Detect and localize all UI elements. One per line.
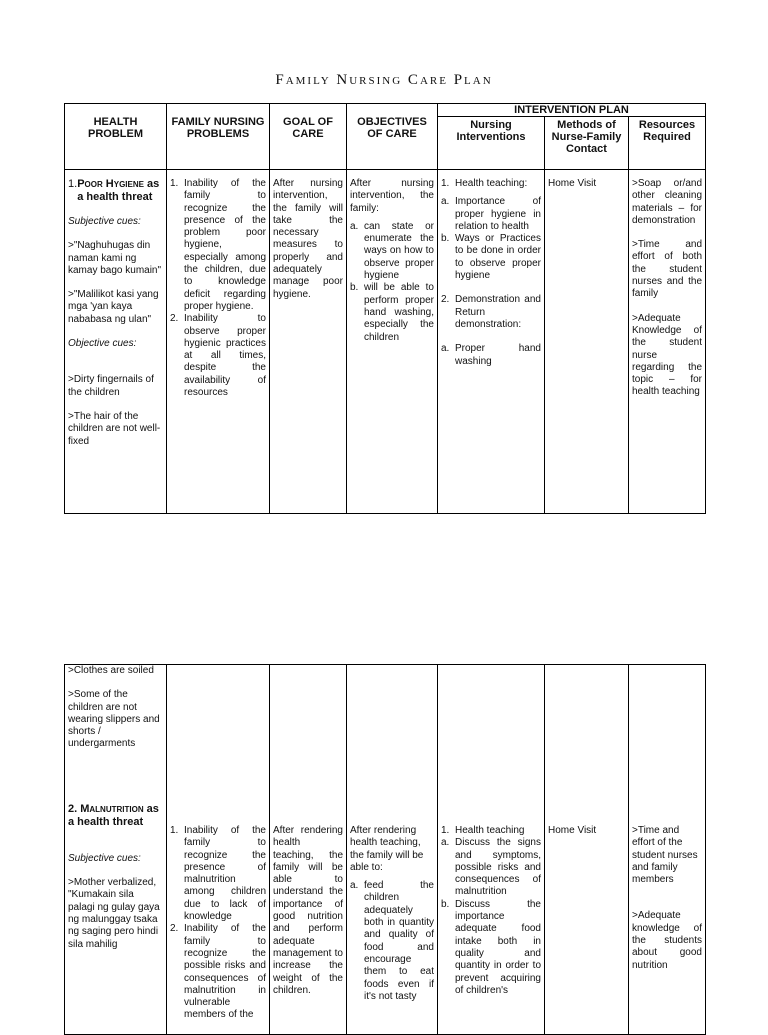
header-goal-of-care: GOAL OF CARE <box>270 104 347 170</box>
list-item: 2. Inability of the family to recognize the possible risks and consequences of malnutrition in vulnerable members of the <box>170 923 266 1021</box>
list-item: a. Importance of proper hygiene in relation to health <box>441 196 541 232</box>
objective-cue: >Dirty fingernails of the children <box>68 374 154 398</box>
objectives-intro: After rendering health teaching, the family will be able to: <box>350 825 424 873</box>
header-health-problem: HEALTH PROBLEM <box>65 104 167 170</box>
subjective-cues-label: Subjective cues: <box>68 216 141 227</box>
objectives-cell <box>347 170 438 514</box>
problem-title-rest: as a health threat <box>68 802 159 828</box>
header-family-nursing-problems: FAMILY NURSING PROBLEMS <box>167 104 270 170</box>
problem-title: 2. Malnutrition <box>68 802 144 815</box>
care-plan-table-continued <box>64 664 706 1035</box>
subjective-cue: >"Naghuhugas din naman kami ng kamay bago kumain" <box>68 240 162 276</box>
problem-title: Poor Hygiene <box>77 178 144 190</box>
health-problem-cell <box>65 170 167 514</box>
list-item: b. Discuss the importance adequate food intake both in quality and quantity in order to prevent acquiring of children's <box>441 898 541 996</box>
problem-number: 1. <box>68 178 78 190</box>
subjective-cues-label: Subjective cues: <box>68 852 141 864</box>
subjective-cue: >"Malilikot kasi yang mga 'yan kaya nababasa ng ulan" <box>68 289 159 325</box>
objective-cue: >The hair of the children are not well-fixed <box>68 410 161 447</box>
header-methods-of-contact: Methods of Nurse-Family Contact <box>545 117 629 170</box>
family-nursing-problems-cell <box>167 665 270 1035</box>
resource-item: >Time and effort of the student nurses and family members <box>632 825 698 886</box>
header-objectives-of-care: OBJECTIVES OF CARE <box>347 104 438 170</box>
objective-cue: >Clothes are soiled <box>68 665 154 676</box>
nursing-interventions-cell <box>438 665 545 1035</box>
care-plan-table-top <box>64 103 706 514</box>
list-item: 2. Demonstration and Return demonstration: <box>441 294 541 330</box>
list-item: b. will be able to perform proper hand washing, especially the children <box>350 282 434 343</box>
list-item: 1. Inability of the family to recognize the presence of malnutrition among children due to lack of knowledge <box>170 825 266 923</box>
subjective-cue: >Mother verbalized, "Kumakain sila palagi ng gulay gaya ng malunggay tsaka ng saging pero hindi sila mahilig <box>68 877 160 950</box>
resources-cell <box>629 170 706 514</box>
resource-item: >Time and effort of both the student nurses and the family <box>632 239 703 300</box>
resource-item: >Adequate knowledge of the students about good nutrition <box>632 910 702 971</box>
header-nursing-interventions: Nursing Interventions <box>438 117 545 170</box>
health-problem-cell <box>65 665 167 1035</box>
list-item: a. feed the children adequately both in quantity and quality of food and encourage them to eat foods even if it's not tasty <box>350 880 434 1002</box>
list-item: a. Discuss the signs and symptoms, possible risks and consequences of malnutrition <box>441 837 541 898</box>
header-intervention-plan: INTERVENTION PLAN <box>438 104 706 117</box>
list-item: 1. Health teaching <box>441 825 525 836</box>
objectives-cell <box>347 665 438 1035</box>
goal-cell: After rendering health teaching, the family will be able to understand the importance of good nutrition and perform adequate management to increase the weight of the children. <box>270 665 347 1035</box>
list-item: a. Proper hand washing <box>441 343 541 367</box>
method-of-contact-cell: Home Visit <box>545 665 629 1035</box>
objective-cue: >Some of the children are not wearing slippers and shorts / undergarments <box>68 689 160 750</box>
list-item: b. Ways or Practices to be done in order to observe proper hygiene <box>441 233 541 282</box>
resource-item: >Adequate Knowledge of the student nurse regarding the topic – for health teaching <box>632 312 703 398</box>
resources-cell <box>629 665 706 1035</box>
resource-item: >Soap or/and other cleaning materials – for demonstration <box>632 178 703 226</box>
problem-title-rest: as a health threat <box>77 178 160 203</box>
goal-cell: After nursing intervention, the family will take the necessary measures to properly and adequately manage poor hygiene. <box>270 170 347 514</box>
family-nursing-problems-cell <box>167 170 270 514</box>
header-resources-required: Resources Required <box>629 117 706 170</box>
list-item: 1. Inability of the family to recognize the presence of the problem poor hygiene, especially among the children, due to knowledge deficit regarding proper hygiene. <box>170 178 266 312</box>
objectives-intro: After nursing intervention, the family: <box>350 178 434 214</box>
objective-cues-label: Objective cues: <box>68 338 137 350</box>
method-of-contact-cell: Home Visit <box>545 170 629 514</box>
nursing-interventions-cell <box>438 170 545 514</box>
list-item: 1. Health teaching: <box>441 178 528 189</box>
list-item: a. can state or enumerate the ways on how to observe proper hygiene <box>350 220 434 282</box>
page-title: Family Nursing Care Plan <box>275 72 493 88</box>
list-item: 2. Inability to observe proper hygienic practices at all times, despite the availability of resources <box>170 313 266 399</box>
